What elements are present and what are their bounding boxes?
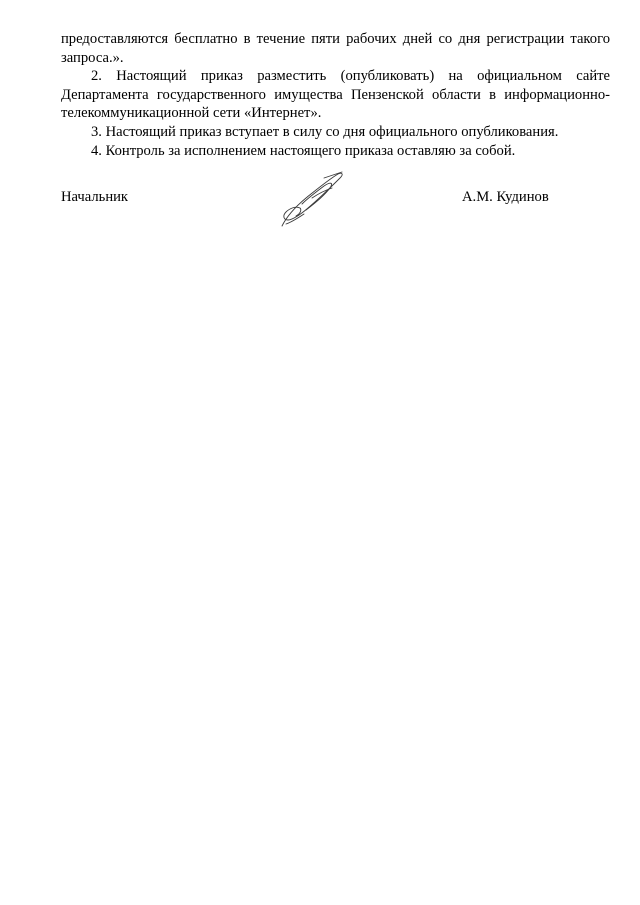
handwritten-signature-icon — [272, 168, 352, 232]
signatory-position: Начальник — [61, 189, 129, 205]
document-body — [61, 30, 610, 160]
paragraph-2: 2. Настоящий приказ разместить (опубликовать) на официальном сайте Департамента государственного имущества Пензенской области в информационно-телекоммуникационной сети «Интернет». — [61, 68, 610, 122]
signatory-name: А.М. Кудинов — [462, 189, 549, 205]
paragraph-3: 3. Настоящий приказ вступает в силу со дня официального опубликования. — [91, 123, 559, 140]
paragraph-1: предоставляются бесплатно в течение пяти рабочих дней со дня регистрации такого запроса.». — [61, 31, 610, 66]
paragraph-4: 4. Контроль за исполнением настоящего приказа оставляю за собой. — [91, 142, 516, 159]
